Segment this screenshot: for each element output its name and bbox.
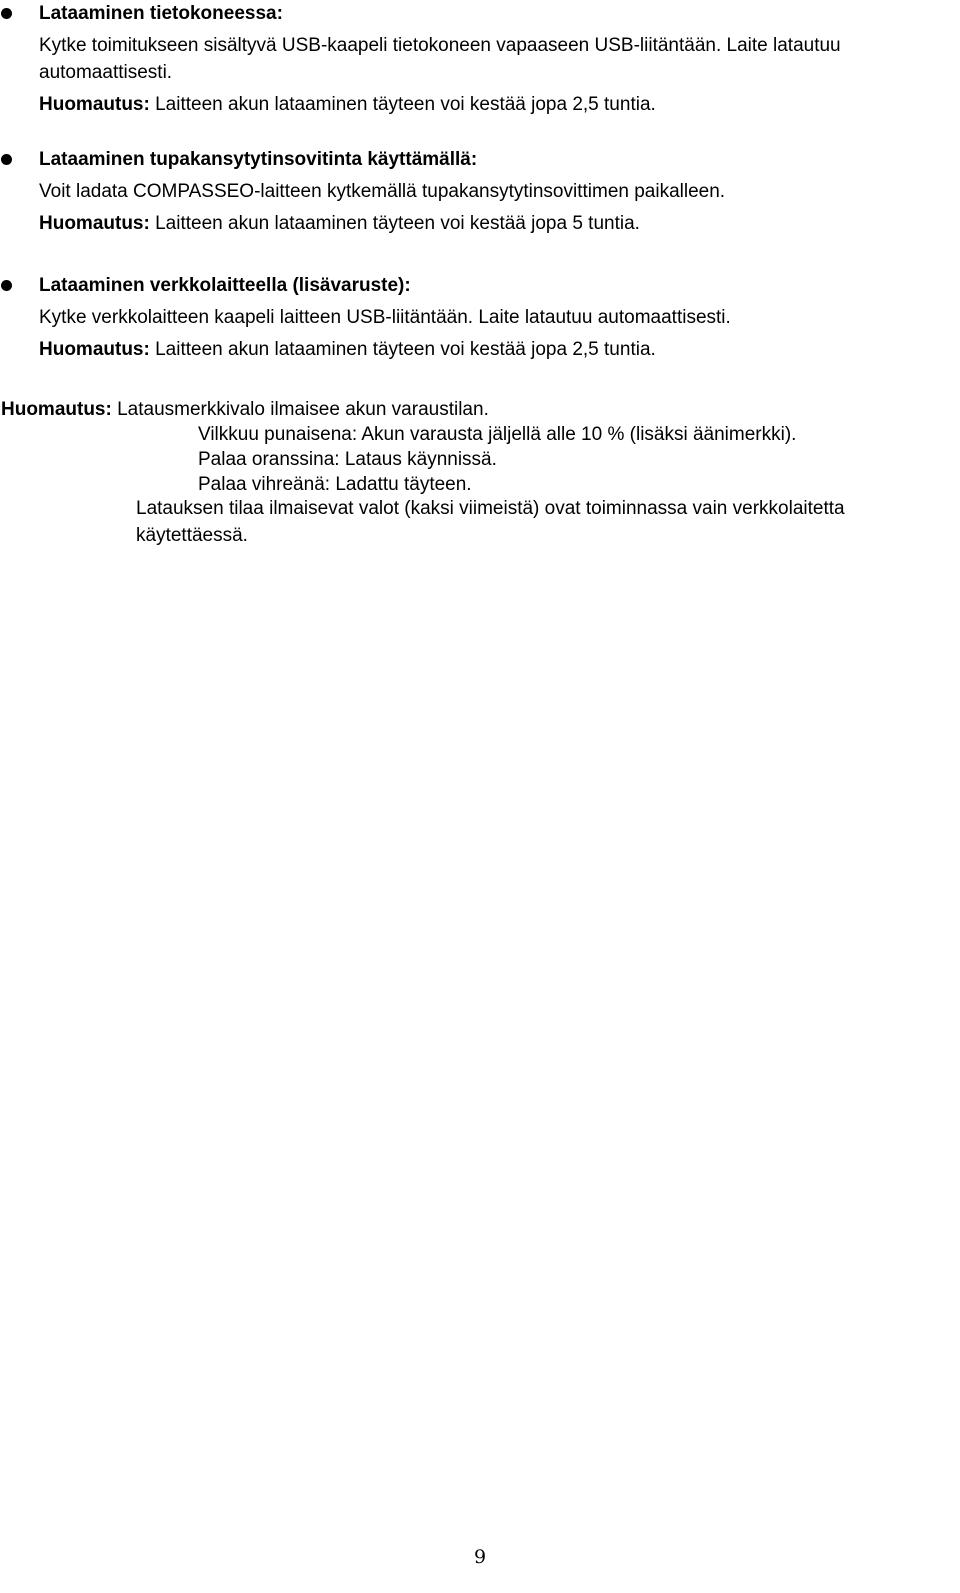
section-text: Kytke toimitukseen sisältyvä USB-kaapeli tietokoneen vapaaseen USB-liitäntään. Laite latautuu automaattisesti.	[39, 35, 841, 83]
bullet-icon	[1, 154, 12, 165]
indicator-note-head	[1, 396, 489, 423]
indicator-state-orange: Palaa oranssina: Lataus käynnissä.	[198, 449, 497, 470]
section-text: Kytke verkkolaitteen kaapeli laitteen USB-liitäntään. Laite latautuu automaattisesti.	[39, 307, 731, 328]
section-heading: Lataaminen verkkolaitteella (lisävaruste):	[39, 275, 411, 296]
note-text: Laitteen akun lataaminen täyteen voi kestää jopa 5 tuntia.	[155, 213, 640, 234]
section-heading: Lataaminen tupakansytytinsovitinta käyttämällä:	[39, 149, 478, 170]
page-number: 9	[473, 1546, 487, 1568]
section-note	[39, 336, 954, 363]
note-label: Huomautus:	[39, 94, 150, 115]
section-body	[39, 0, 954, 118]
indicator-footnote: Latauksen tilaa ilmaisevat valot (kaksi viimeistä) ovat toiminnassa vain verkkolaitetta käytettäessä.	[136, 498, 845, 546]
note-text: Laitteen akun lataaminen täyteen voi kestää jopa 2,5 tuntia.	[155, 94, 656, 115]
section-body	[39, 146, 954, 237]
note-text: Latausmerkkivalo ilmaisee akun varaustilan.	[117, 399, 489, 420]
note-label: Huomautus:	[39, 213, 150, 234]
note-text: Laitteen akun lataaminen täyteen voi kestää jopa 2,5 tuntia.	[155, 339, 656, 360]
section-body	[39, 272, 954, 363]
section-heading: Lataaminen tietokoneessa:	[39, 3, 283, 24]
indicator-state-red: Vilkkuu punaisena: Akun varausta jäljellä alle 10 % (lisäksi äänimerkki).	[198, 424, 797, 445]
note-label: Huomautus:	[39, 339, 150, 360]
bullet-icon	[1, 280, 12, 291]
indicator-state-green: Palaa vihreänä: Ladattu täyteen.	[198, 474, 472, 495]
bullet-icon	[1, 8, 12, 19]
section-text: Voit ladata COMPASSEO-laitteen kytkemällä tupakansytytinsovittimen paikalleen.	[39, 181, 726, 202]
note-label: Huomautus:	[1, 399, 112, 420]
section-note	[39, 91, 954, 118]
section-note	[39, 210, 954, 237]
